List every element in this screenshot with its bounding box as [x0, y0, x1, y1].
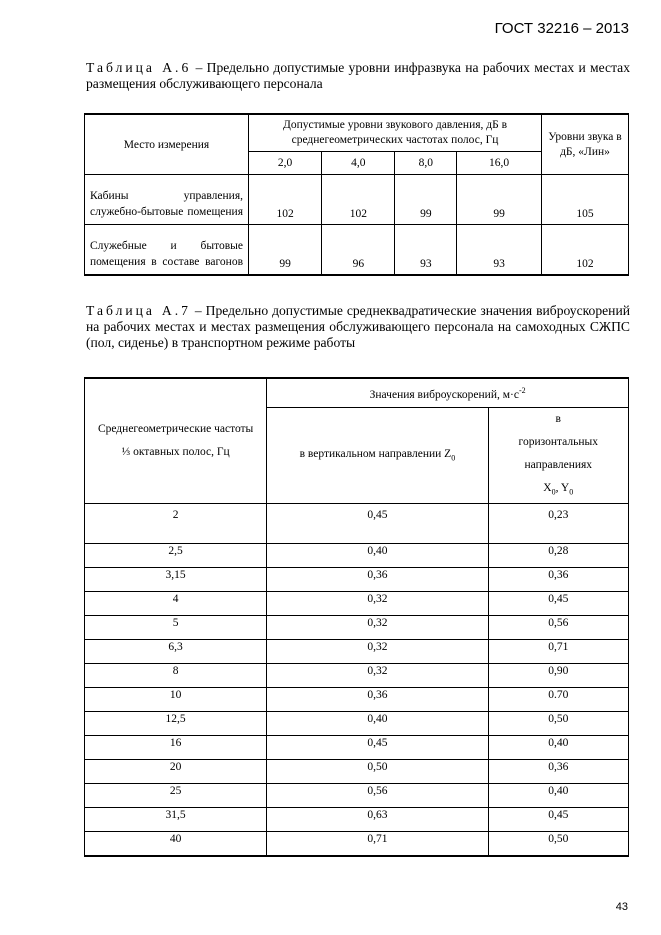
table-row: [85, 664, 629, 688]
table6-caption: [86, 60, 630, 92]
document-id: ГОСТ 32216 – 2013: [494, 20, 629, 37]
table6-value-cell: 102: [322, 175, 395, 225]
table7-horizontal-cell: 0,40: [488, 784, 628, 808]
table6-value-cell: 93: [457, 225, 542, 276]
table7-horizontal-cell: 0.70: [488, 688, 628, 712]
table7-horizontal-cell: 0,45: [488, 592, 628, 616]
table7-horizontal-cell: 0,45: [488, 808, 628, 832]
table7-caption-label: Таблица А.7: [86, 303, 191, 318]
table-row: [85, 616, 629, 640]
table7-vertical-cell: 0,32: [267, 640, 488, 664]
table7-header-vertical-text: в вертикальном направлении Z: [299, 447, 452, 460]
table6-freq-header: 8,0: [395, 152, 457, 175]
table7-freq-cell: 5: [85, 616, 267, 640]
table6-value-cell: 96: [322, 225, 395, 276]
table7-vertical-cell: 0,32: [267, 664, 488, 688]
table6-level-cell: 105: [542, 175, 629, 225]
table-row: [85, 784, 629, 808]
vibration-table: [84, 377, 629, 857]
table-row: [85, 712, 629, 736]
table7-header-horizontal-mid: , Y: [555, 482, 570, 494]
table6-caption-text: – Предельно допустимые уровни инфразвука на рабочих местах и местах размещения обслуживающего персонала: [86, 60, 631, 91]
infrasound-table: [84, 113, 629, 276]
table-row: [85, 688, 629, 712]
table7-vertical-cell: 0,40: [267, 712, 488, 736]
table6-header-pressure: Допустимые уровни звукового давления, дБ в среднегеометрических частотах полос, Гц: [249, 114, 542, 152]
table-row: [85, 568, 629, 592]
table7-vertical-cell: 0,45: [267, 736, 488, 760]
table7-freq-cell: 2,5: [85, 544, 267, 568]
table-row: [85, 175, 629, 225]
table7-freq-cell: 25: [85, 784, 267, 808]
page-number: 43: [615, 901, 628, 913]
table6-freq-header: 16,0: [457, 152, 542, 175]
table-row: [85, 504, 629, 544]
table7-freq-cell: 12,5: [85, 712, 267, 736]
table6-value-cell: 93: [395, 225, 457, 276]
table-row: [85, 832, 629, 857]
table7-header-values: [267, 378, 629, 408]
table6-value-cell: 99: [457, 175, 542, 225]
table7-vertical-cell: 0,32: [267, 616, 488, 640]
table6-place-cell: Кабины управления, служебно-бытовые помещения: [85, 175, 249, 225]
table7-caption: [86, 303, 630, 351]
table7-freq-cell: 2: [85, 504, 267, 544]
table7-caption-text: – Предельно допустимые среднеквадратические значения виброускорений на рабочих местах и местах размещения обслуживающего персонала на самоходных СЖПС (пол, сиденье) в транспортном режиме работы: [86, 303, 630, 350]
table6-header-place: Место измерения: [85, 114, 249, 175]
table7-freq-cell: 16: [85, 736, 267, 760]
table7-horizontal-cell: 0,50: [488, 832, 628, 857]
table7-vertical-cell: 0,45: [267, 504, 488, 544]
table6-level-cell: 102: [542, 225, 629, 276]
table7-vertical-cell: 0,40: [267, 544, 488, 568]
table7-freq-cell: 8: [85, 664, 267, 688]
table7-vertical-cell: 0,36: [267, 568, 488, 592]
table7-vertical-cell: 0,63: [267, 808, 488, 832]
table-row: [85, 225, 629, 276]
table7-vertical-cell: 0,50: [267, 760, 488, 784]
table6-freq-header: 4,0: [322, 152, 395, 175]
table-row: [85, 640, 629, 664]
table7-horizontal-cell: 0,71: [488, 640, 628, 664]
table6-place-cell: Служебные и бытовые помещения в составе вагонов: [85, 225, 249, 276]
table7-header-freq: Среднегеометрические частоты ⅓ октавных полос, Гц: [85, 378, 267, 504]
table7-header-vertical: [267, 408, 488, 504]
table7-freq-cell: 31,5: [85, 808, 267, 832]
table7-horizontal-cell: 0,23: [488, 504, 628, 544]
table-row: [85, 544, 629, 568]
table7-freq-cell: 10: [85, 688, 267, 712]
table6-value-cell: 102: [249, 175, 322, 225]
table7-freq-cell: 4: [85, 592, 267, 616]
table7-horizontal-cell: 0,40: [488, 736, 628, 760]
table7-header-horizontal: [488, 408, 628, 504]
table7-header-horizontal-sub2: 0: [569, 487, 574, 497]
table7-horizontal-cell: 0,36: [488, 568, 628, 592]
table-row: [85, 736, 629, 760]
table7-vertical-cell: 0,71: [267, 832, 488, 857]
table-row: [85, 808, 629, 832]
table7-header-values-exp: -2: [518, 386, 526, 396]
table7-header-horizontal-text: в горизонтальных направлениях X: [518, 413, 598, 494]
table7-vertical-cell: 0,36: [267, 688, 488, 712]
table7-horizontal-cell: 0,36: [488, 760, 628, 784]
table6-caption-label: Таблица А.6: [86, 60, 192, 75]
table7-horizontal-cell: 0,56: [488, 616, 628, 640]
table7-freq-cell: 40: [85, 832, 267, 857]
table7-horizontal-cell: 0,90: [488, 664, 628, 688]
table6-freq-header: 2,0: [249, 152, 322, 175]
table7-vertical-cell: 0,32: [267, 592, 488, 616]
table7-horizontal-cell: 0,28: [488, 544, 628, 568]
table-row: [85, 592, 629, 616]
table7-header-values-text: Значения виброускорений, м·с: [369, 388, 519, 401]
table7-freq-cell: 3,15: [85, 568, 267, 592]
table7-header-vertical-sub: 0: [451, 452, 456, 462]
table7-body: [85, 504, 629, 857]
table6-value-cell: 99: [395, 175, 457, 225]
table7-horizontal-cell: 0,50: [488, 712, 628, 736]
table7-header-horizontal-sub1: 0: [551, 487, 556, 497]
table-row: [85, 760, 629, 784]
table6-value-cell: 99: [249, 225, 322, 276]
table7-vertical-cell: 0,56: [267, 784, 488, 808]
table6-header-level: Уровни звука в дБ, «Лин»: [542, 114, 629, 175]
table7-freq-cell: 6,3: [85, 640, 267, 664]
table7-freq-cell: 20: [85, 760, 267, 784]
